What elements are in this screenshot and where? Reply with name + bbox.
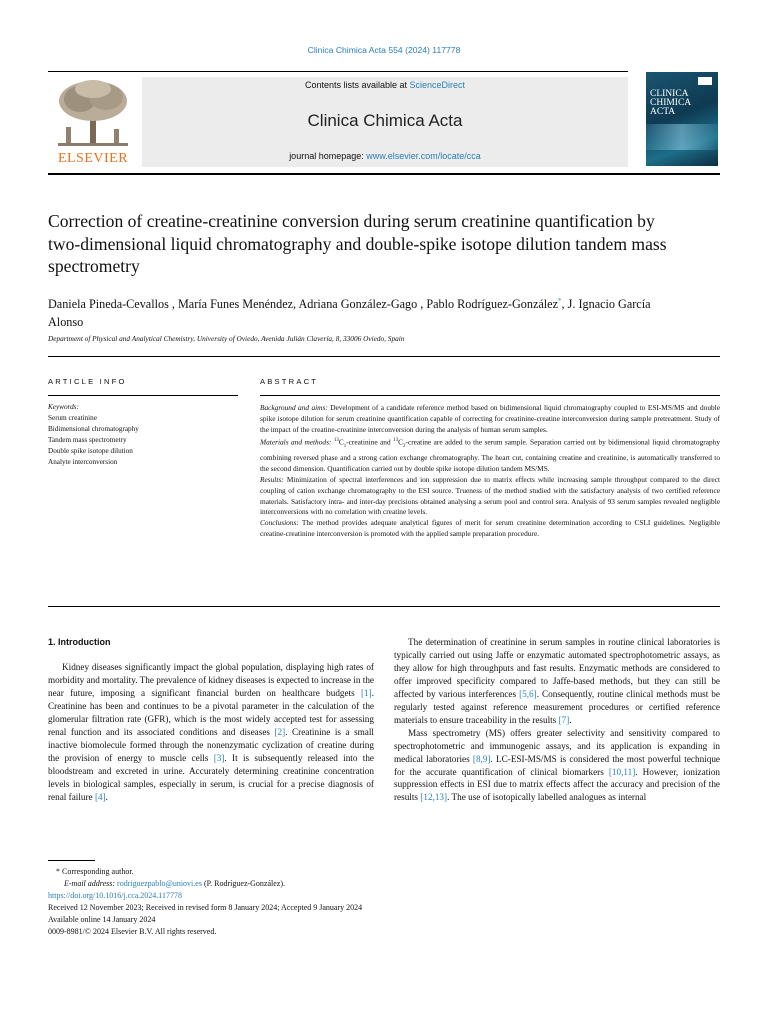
reference-link[interactable]: [12,13] <box>420 792 448 803</box>
elsevier-wordmark: ELSEVIER <box>57 151 129 166</box>
authors-part2[interactable]: , J. Ignacio García Alonso <box>48 297 651 330</box>
abstract-text: The method provides adequate analytical figures of merit for serum creatinine determination according to CSLI guidelines. Negligible creatine-creatinine interconversion is promoted with the applied sample preparation procedure. <box>260 518 720 539</box>
cover-graphic <box>646 124 718 150</box>
email-note <box>48 878 720 890</box>
cover-line: CLINICA <box>650 89 689 99</box>
cover-badge <box>698 77 712 85</box>
reference-link[interactable]: [5,6] <box>519 688 537 699</box>
abstract-text: -creatinine and <box>346 437 394 447</box>
divider <box>48 395 238 396</box>
abstract-methods <box>260 436 720 475</box>
abstract-label: Results: <box>260 474 284 484</box>
masthead-bottom-rule <box>48 173 720 175</box>
reference-link[interactable]: [2] <box>274 726 286 737</box>
footnotes <box>48 866 720 938</box>
abstract-heading: ABSTRACT <box>260 377 319 386</box>
abstract-conclusions <box>260 518 720 540</box>
footnote-rule <box>48 860 95 861</box>
keyword: Serum creatinine <box>48 414 97 422</box>
email-suffix: (P. Rodríguez-González). <box>201 879 286 888</box>
body-text: . LC-ESI-MS/MS is considered the most powerful technique for the accurate quantification of clinical biomarkers <box>394 753 720 777</box>
homepage-prefix: journal homepage: <box>289 151 367 161</box>
elsevier-logo[interactable] <box>48 77 138 169</box>
received-dates: Received 12 November 2023; Received in revised form 8 January 2024; Accepted 9 January 2024 <box>48 903 363 912</box>
email-link[interactable]: rodriguezpablo@uniovi.es <box>117 879 202 888</box>
doi-line <box>48 890 720 902</box>
divider <box>48 356 720 357</box>
contents-prefix: Contents lists available at <box>304 80 410 90</box>
journal-masthead <box>48 71 720 171</box>
reference-link[interactable]: [8,9] <box>472 753 491 764</box>
reference-link[interactable]: [4] <box>94 791 106 802</box>
abstract-label: Conclusions: <box>260 518 299 528</box>
journal-title: Clinica Chimica Acta <box>307 111 463 130</box>
journal-cover-thumbnail[interactable] <box>646 72 718 166</box>
isotope-count: 2 <box>403 443 406 449</box>
homepage-line <box>142 151 628 161</box>
masthead-top-rule <box>48 71 628 72</box>
authors-part1[interactable]: Daniela Pineda-Cevallos , María Funes Menéndez, Adriana González-Gago , Pablo Rodríguez-González <box>48 297 559 312</box>
body-column-right <box>394 636 720 804</box>
elsevier-tree-icon <box>54 77 132 149</box>
divider <box>260 395 720 396</box>
reference-link[interactable]: [10,11] <box>608 766 636 777</box>
isotope-count: 1 <box>343 443 347 449</box>
keyword: Bidimensional chromatography <box>48 425 139 433</box>
online-date: Available online 14 January 2024 <box>48 915 156 924</box>
isotope-mass: 13 <box>333 437 339 443</box>
affiliation: Department of Physical and Analytical Chemistry, University of Oviedo, Avenida Julián Clavería, 8, 33006 Oviedo, Spain <box>48 334 405 343</box>
keyword: Analyte interconversion <box>48 458 118 466</box>
body-paragraph <box>394 727 720 805</box>
abstract-label: Background and aims: <box>260 403 328 412</box>
abstract-results <box>260 475 720 519</box>
doi-link[interactable]: https://doi.org/10.1016/j.cca.2024.117778 <box>48 891 182 900</box>
reference-link[interactable]: [7] <box>558 714 570 725</box>
abstract-body <box>260 403 720 540</box>
author-list <box>48 292 688 331</box>
journal-citation[interactable]: Clinica Chimica Acta 554 (2024) 117778 <box>307 45 461 55</box>
corresponding-author-mark[interactable]: * <box>558 297 562 305</box>
body-text: . <box>569 714 572 725</box>
abstract-background <box>260 403 720 436</box>
email-label: E-mail address: <box>64 879 116 888</box>
footnote-text: Corresponding author. <box>60 867 134 876</box>
copyright-line: 0009-8981/© 2024 Elsevier B.V. All rights reserved. <box>48 927 217 936</box>
abstract-text: Minimization of spectral interferences and ion suppression due to matrix effects while increasing sample throughput compared to the direct coupling of cation exchange chromatography to the ESI source. Trueness of the method studied with the satisfactory analysis of two certified reference materials. Satisfactory intra- and inter-day precisions obtained analysing a serum pool and control sera. Analysis of 93 serum samples revealed negligible interconversions with no correlation with creatine levels. <box>260 474 720 517</box>
contents-line <box>142 80 628 90</box>
keywords-block <box>48 402 238 468</box>
cover-title <box>650 90 691 117</box>
element-symbol: C <box>398 437 403 447</box>
body-column-left <box>48 661 374 803</box>
body-text: . The use of isotopically labelled analogues as internal <box>447 792 647 803</box>
body-paragraph <box>394 636 720 727</box>
sciencedirect-link[interactable]: ScienceDirect <box>409 80 466 90</box>
cover-line: CHIMICA <box>650 98 692 108</box>
keywords-label: Keywords: <box>48 403 79 411</box>
body-text: Mass spectrometry (MS) offers greater selectivity and sensitivity compared to spectrophotometric and immunogenic assays, and its application is expanding in medical laboratories <box>394 727 720 764</box>
reference-link[interactable]: [1] <box>360 687 372 698</box>
cover-line: ACTA <box>650 107 676 117</box>
article-info-heading: ARTICLE INFO <box>48 377 127 386</box>
corresponding-author-note <box>48 866 720 878</box>
body-paragraph <box>48 661 374 803</box>
body-text: . However, ionization suppression effects in ESI due to matrix effects affect the accuracy and precision of the results <box>394 766 721 803</box>
abstract-text: -creatine are added to the serum sample. Separation carried out by bidimensional liquid chromatography combining reversed phase and a strong cation exchange chromatography. The heart cut, containing creatine and creatinine, is automatically transferred to the second dimension. Quantification carried out by double spike isotope dilution tandem MS/MS. <box>260 437 720 473</box>
keyword: Tandem mass spectrometry <box>48 436 127 444</box>
section-heading-introduction: 1. Introduction <box>48 637 111 647</box>
body-text: . Creatinine has been and continues to be a pivotal parameter in the calculation of the glomerular filtration rate (GFR), which is the most widely accepted test for assessing renal function and its associated conditions and diseases <box>48 687 374 737</box>
journal-banner <box>142 77 628 167</box>
body-text: . Consequently, routine clinical methods must be regularly tested against reference measurement procedures or certified reference materials to ensure traceability in the results <box>394 688 720 725</box>
body-text: . <box>105 791 108 802</box>
body-text: . It is subsequently released into the bloodstream and excreted in urine. Accurately determining creatinine concentration levels in biological samples, especially in serum, is crucial for a precise diagnosis of renal failure <box>48 752 374 802</box>
footnote-mark: * <box>56 867 60 876</box>
article-title: Correction of creatine-creatinine conversion during serum creatinine quantification by two-dimensional liquid chromatography and double-spike isotope dilution tandem mass spectrometry <box>48 211 667 276</box>
abstract-label: Materials and methods: <box>260 437 332 447</box>
divider <box>48 606 720 607</box>
element-symbol: C <box>338 437 344 447</box>
abstract-text: Development of a candidate reference method based on bidimensional liquid chromatography coupled to ESI-MS/MS and double spike isotope dilution for serum creatinine quantification capable of correcting for creatinine-creatine interconversion during sample pretreatment. Study of the impact of the creatine-creatinine interconversion during the analysis of human serum samples. <box>260 403 720 434</box>
journal-homepage-link[interactable]: www.elsevier.com/locate/cca <box>366 151 481 161</box>
isotope-mass: 13 <box>393 437 399 443</box>
keyword: Double spike isotope dilution <box>48 447 133 455</box>
body-text: . Creatinine is a small inactive biomolecule formed through the nonenzymatic cyclization of creatine during the provision of energy to muscle cells <box>48 726 374 763</box>
body-text: The determination of creatinine in serum samples in routine clinical laboratories is typically carried out using Jaffe or enzymatic automated spectrophotometric assays, as they allow for high throughputs and fast results. Enzymatic methods are considered to offer improved specificity compared to Jaffe-based methods, but they can still be affected by various interferences <box>394 637 720 699</box>
reference-link[interactable]: [3] <box>213 752 225 763</box>
body-text: Kidney diseases significantly impact the global population, displaying high rates of morbidity and mortality. The prevalence of kidney diseases is expected to increase in the near future, imposing a significant financial burden on healthcare budgets <box>48 662 374 698</box>
